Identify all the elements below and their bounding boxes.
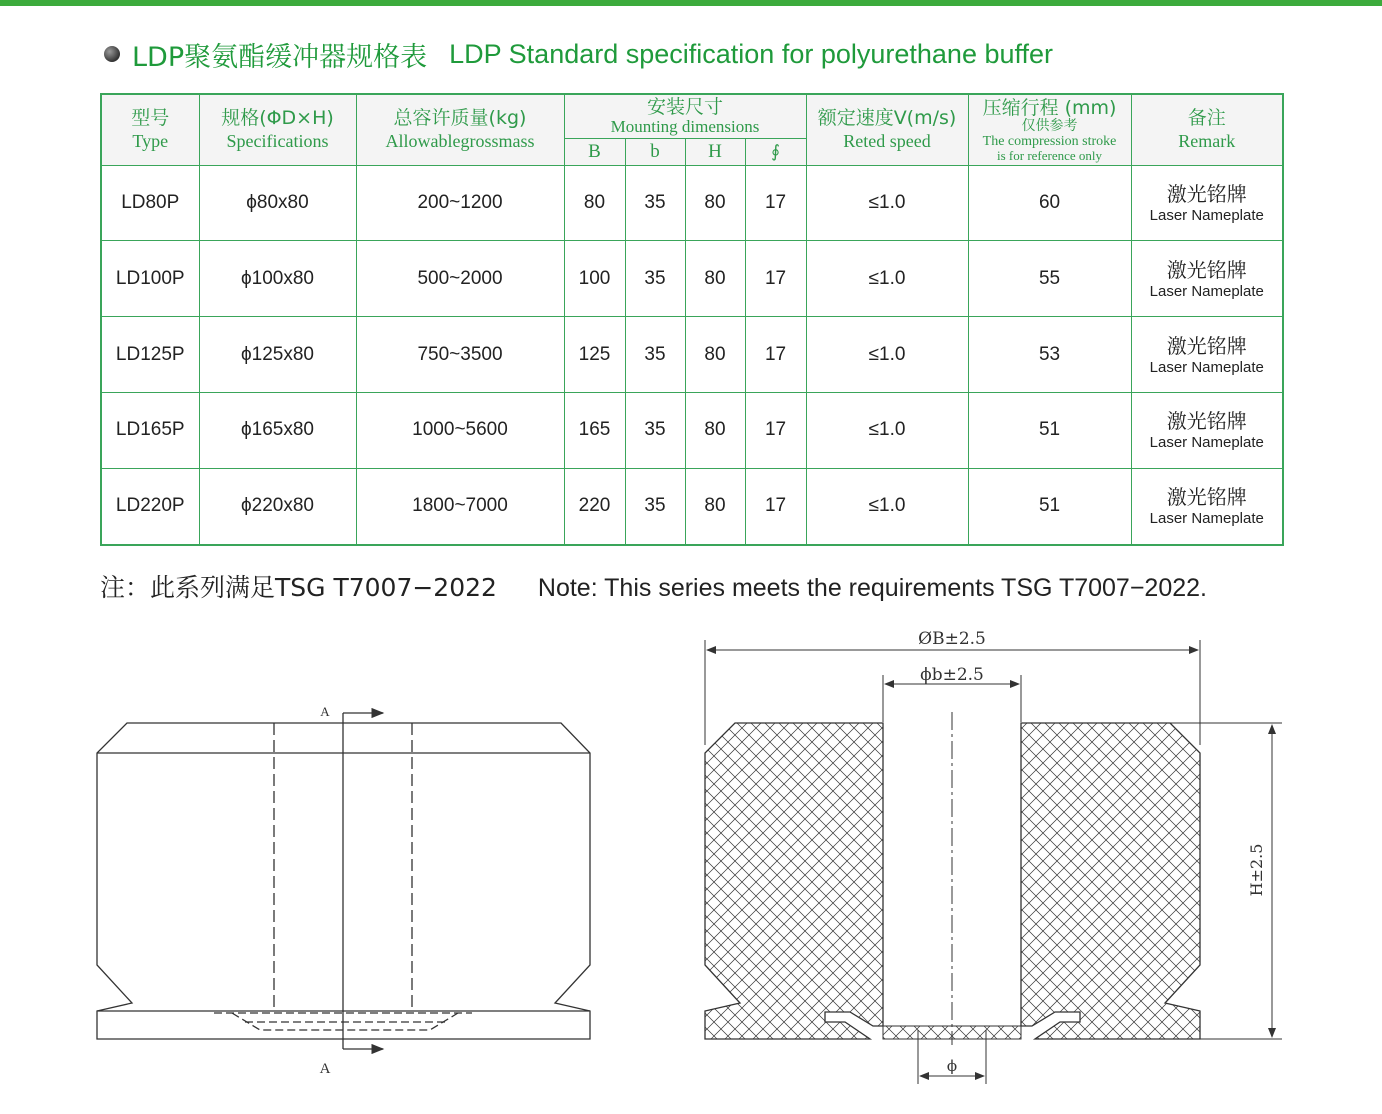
cell-stroke: 51 xyxy=(968,468,1131,545)
cell-H: 80 xyxy=(685,317,745,393)
cell-b: 35 xyxy=(625,392,685,468)
table-row xyxy=(101,468,1283,545)
cell-remark: 激光铭牌 Laser Nameplate xyxy=(1131,317,1283,393)
specification-table xyxy=(100,93,1284,546)
header-phi: ∮ xyxy=(745,138,806,165)
cell-H: 80 xyxy=(685,241,745,317)
table-row xyxy=(101,317,1283,393)
header-spec: 规格(ΦD×H) Specifications xyxy=(199,94,356,165)
compliance-note xyxy=(100,568,1207,604)
header-mounting: 安装尺寸 Mounting dimensions xyxy=(564,94,806,138)
section-label-top: A xyxy=(320,704,330,719)
header-remark: 备注 Remark xyxy=(1131,94,1283,165)
title-english: LDP Standard specification for polyurethane buffer xyxy=(449,38,1054,69)
header-speed: 额定速度V(m/s) Reted speed xyxy=(806,94,968,165)
cell-speed: ≤1.0 xyxy=(806,317,968,393)
page-title xyxy=(104,36,1053,72)
cell-speed: ≤1.0 xyxy=(806,241,968,317)
cell-remark: 激光铭牌 Laser Nameplate xyxy=(1131,392,1283,468)
cell-spec: ϕ100x80 xyxy=(199,241,356,317)
dim-height-label: H±2.5 xyxy=(1247,843,1266,897)
cell-b: 35 xyxy=(625,468,685,545)
bullet-icon xyxy=(104,46,120,62)
table-row xyxy=(101,165,1283,241)
cell-H: 80 xyxy=(685,165,745,241)
cell-phi: 17 xyxy=(745,241,806,317)
cell-b: 35 xyxy=(625,241,685,317)
technical-drawings xyxy=(0,600,1382,1114)
cell-H: 80 xyxy=(685,392,745,468)
side-view-drawing xyxy=(97,713,590,1049)
note-chinese: 注：此系列满足TSG T7007−2022 xyxy=(100,573,497,602)
dim-phi-label: ϕ xyxy=(946,1057,958,1075)
section-label-bottom: A xyxy=(319,1061,331,1077)
dim-outer-label: ØB±2.5 xyxy=(918,629,986,649)
cell-B: 100 xyxy=(564,241,625,317)
header-mass: 总容许质量(kg) Allowablegrossmass xyxy=(356,94,564,165)
cell-phi: 17 xyxy=(745,165,806,241)
section-view-drawing xyxy=(705,640,1282,1084)
cell-phi: 17 xyxy=(745,317,806,393)
cell-phi: 17 xyxy=(745,468,806,545)
cell-mass: 200~1200 xyxy=(356,165,564,241)
header-type: 型号 Type xyxy=(101,94,199,165)
cell-b: 35 xyxy=(625,317,685,393)
cell-spec: ϕ165x80 xyxy=(199,392,356,468)
cell-speed: ≤1.0 xyxy=(806,468,968,545)
cell-mass: 1000~5600 xyxy=(356,392,564,468)
cell-phi: 17 xyxy=(745,392,806,468)
cell-stroke: 55 xyxy=(968,241,1131,317)
cell-stroke: 53 xyxy=(968,317,1131,393)
cell-B: 165 xyxy=(564,392,625,468)
cell-type: LD220P xyxy=(101,468,199,545)
cell-B: 80 xyxy=(564,165,625,241)
cell-type: LD125P xyxy=(101,317,199,393)
title-chinese: LDP聚氨酯缓冲器规格表 xyxy=(132,41,428,73)
cell-H: 80 xyxy=(685,468,745,545)
cell-remark: 激光铭牌 Laser Nameplate xyxy=(1131,241,1283,317)
cell-mass: 1800~7000 xyxy=(356,468,564,545)
table-row xyxy=(101,392,1283,468)
header-stroke: 压缩行程 (mm) 仅供参考 The compression stroke is for reference only xyxy=(968,94,1131,165)
cell-type: LD165P xyxy=(101,392,199,468)
cell-B: 220 xyxy=(564,468,625,545)
cell-stroke: 60 xyxy=(968,165,1131,241)
cell-B: 125 xyxy=(564,317,625,393)
cell-type: LD100P xyxy=(101,241,199,317)
cell-remark: 激光铭牌 Laser Nameplate xyxy=(1131,468,1283,545)
cell-speed: ≤1.0 xyxy=(806,392,968,468)
header-b: b xyxy=(625,138,685,165)
cell-spec: ϕ125x80 xyxy=(199,317,356,393)
header-H: H xyxy=(685,138,745,165)
cell-mass: 500~2000 xyxy=(356,241,564,317)
cell-mass: 750~3500 xyxy=(356,317,564,393)
cell-spec: ϕ220x80 xyxy=(199,468,356,545)
note-english: Note: This series meets the requirements TSG T7007−2022. xyxy=(537,574,1207,602)
cell-b: 35 xyxy=(625,165,685,241)
top-accent-bar xyxy=(0,0,1382,6)
cell-type: LD80P xyxy=(101,165,199,241)
header-B: B xyxy=(564,138,625,165)
cell-speed: ≤1.0 xyxy=(806,165,968,241)
cell-remark: 激光铭牌 Laser Nameplate xyxy=(1131,165,1283,241)
cell-spec: ϕ80x80 xyxy=(199,165,356,241)
dim-inner-label: ϕb±2.5 xyxy=(920,665,984,685)
cell-stroke: 51 xyxy=(968,392,1131,468)
table-row xyxy=(101,241,1283,317)
